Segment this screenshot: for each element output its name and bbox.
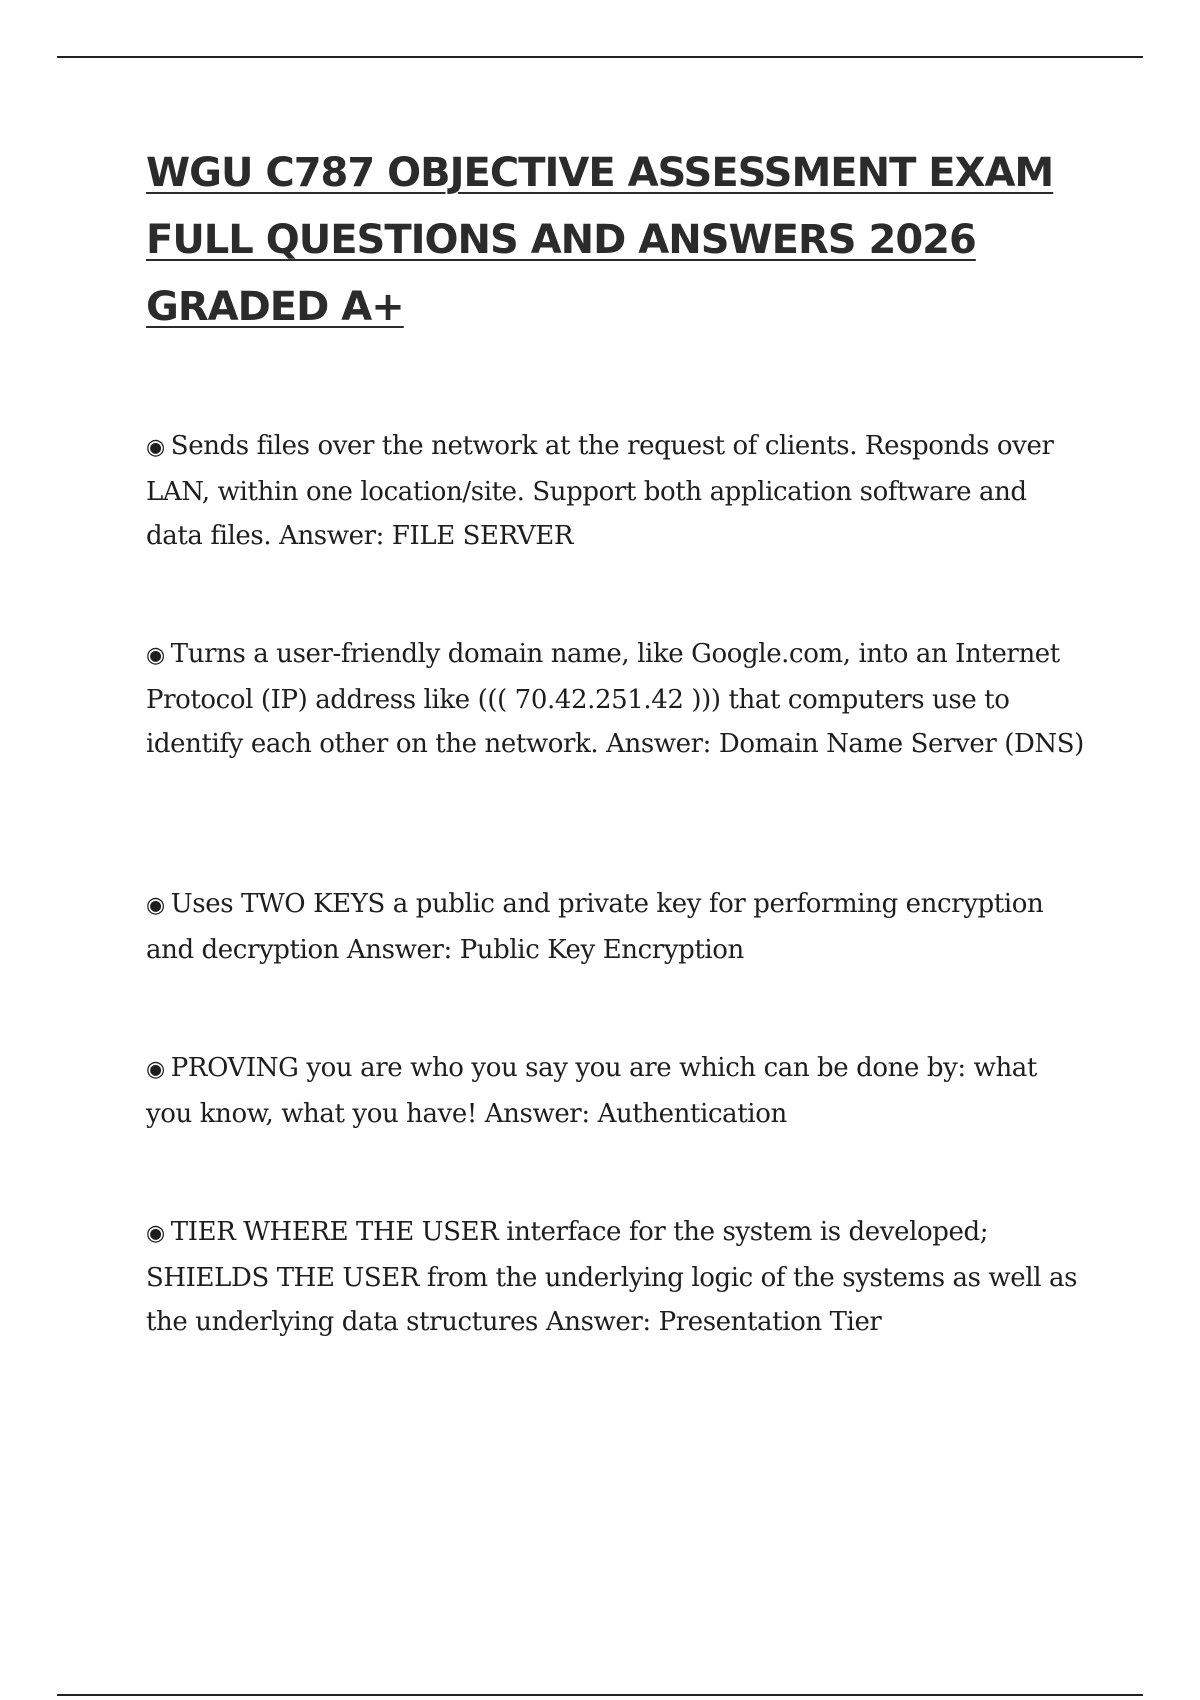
bullet-icon: ◉ bbox=[146, 893, 165, 918]
document-title: WGU C787 OBJECTIVE ASSESSMENT EXAM FULL QUESTIONS AND ANSWERS 2026 GRADED A+ bbox=[146, 150, 1054, 330]
qa-item bbox=[146, 882, 1086, 972]
bullet-icon: ◉ bbox=[146, 435, 165, 460]
footer-rule bbox=[57, 1694, 1143, 1696]
qa-item bbox=[146, 424, 1086, 558]
qa-item bbox=[146, 1046, 1086, 1136]
bullet-icon: ◉ bbox=[146, 1221, 165, 1246]
header-rule bbox=[57, 56, 1143, 58]
qa-item bbox=[146, 632, 1086, 766]
qa-text: Sends files over the network at the request of clients. Responds over LAN, within one location/site. Support both application software and data files. Answer: FILE SERVER bbox=[146, 431, 1054, 551]
bullet-icon: ◉ bbox=[146, 643, 165, 668]
qa-text: Uses TWO KEYS a public and private key for performing encryption and decryption Answer: Public Key Encryption bbox=[146, 889, 1044, 965]
qa-item bbox=[146, 1210, 1086, 1344]
bullet-icon: ◉ bbox=[146, 1057, 165, 1082]
qa-text: TIER WHERE THE USER interface for the system is developed; SHIELDS THE USER from the underlying logic of the systems as well as the underlying data structures Answer: Presentation Tier bbox=[146, 1217, 1078, 1337]
qa-text: PROVING you are who you say you are which can be done by: what you know, what you have! Answer: Authentication bbox=[146, 1053, 1037, 1129]
qa-text: Turns a user-friendly domain name, like Google.com, into an Internet Protocol (IP) address like ((( 70.42.251.42 ))) that computers use to identify each other on the network. Answer: Domain Name Server (DNS) bbox=[146, 639, 1084, 759]
